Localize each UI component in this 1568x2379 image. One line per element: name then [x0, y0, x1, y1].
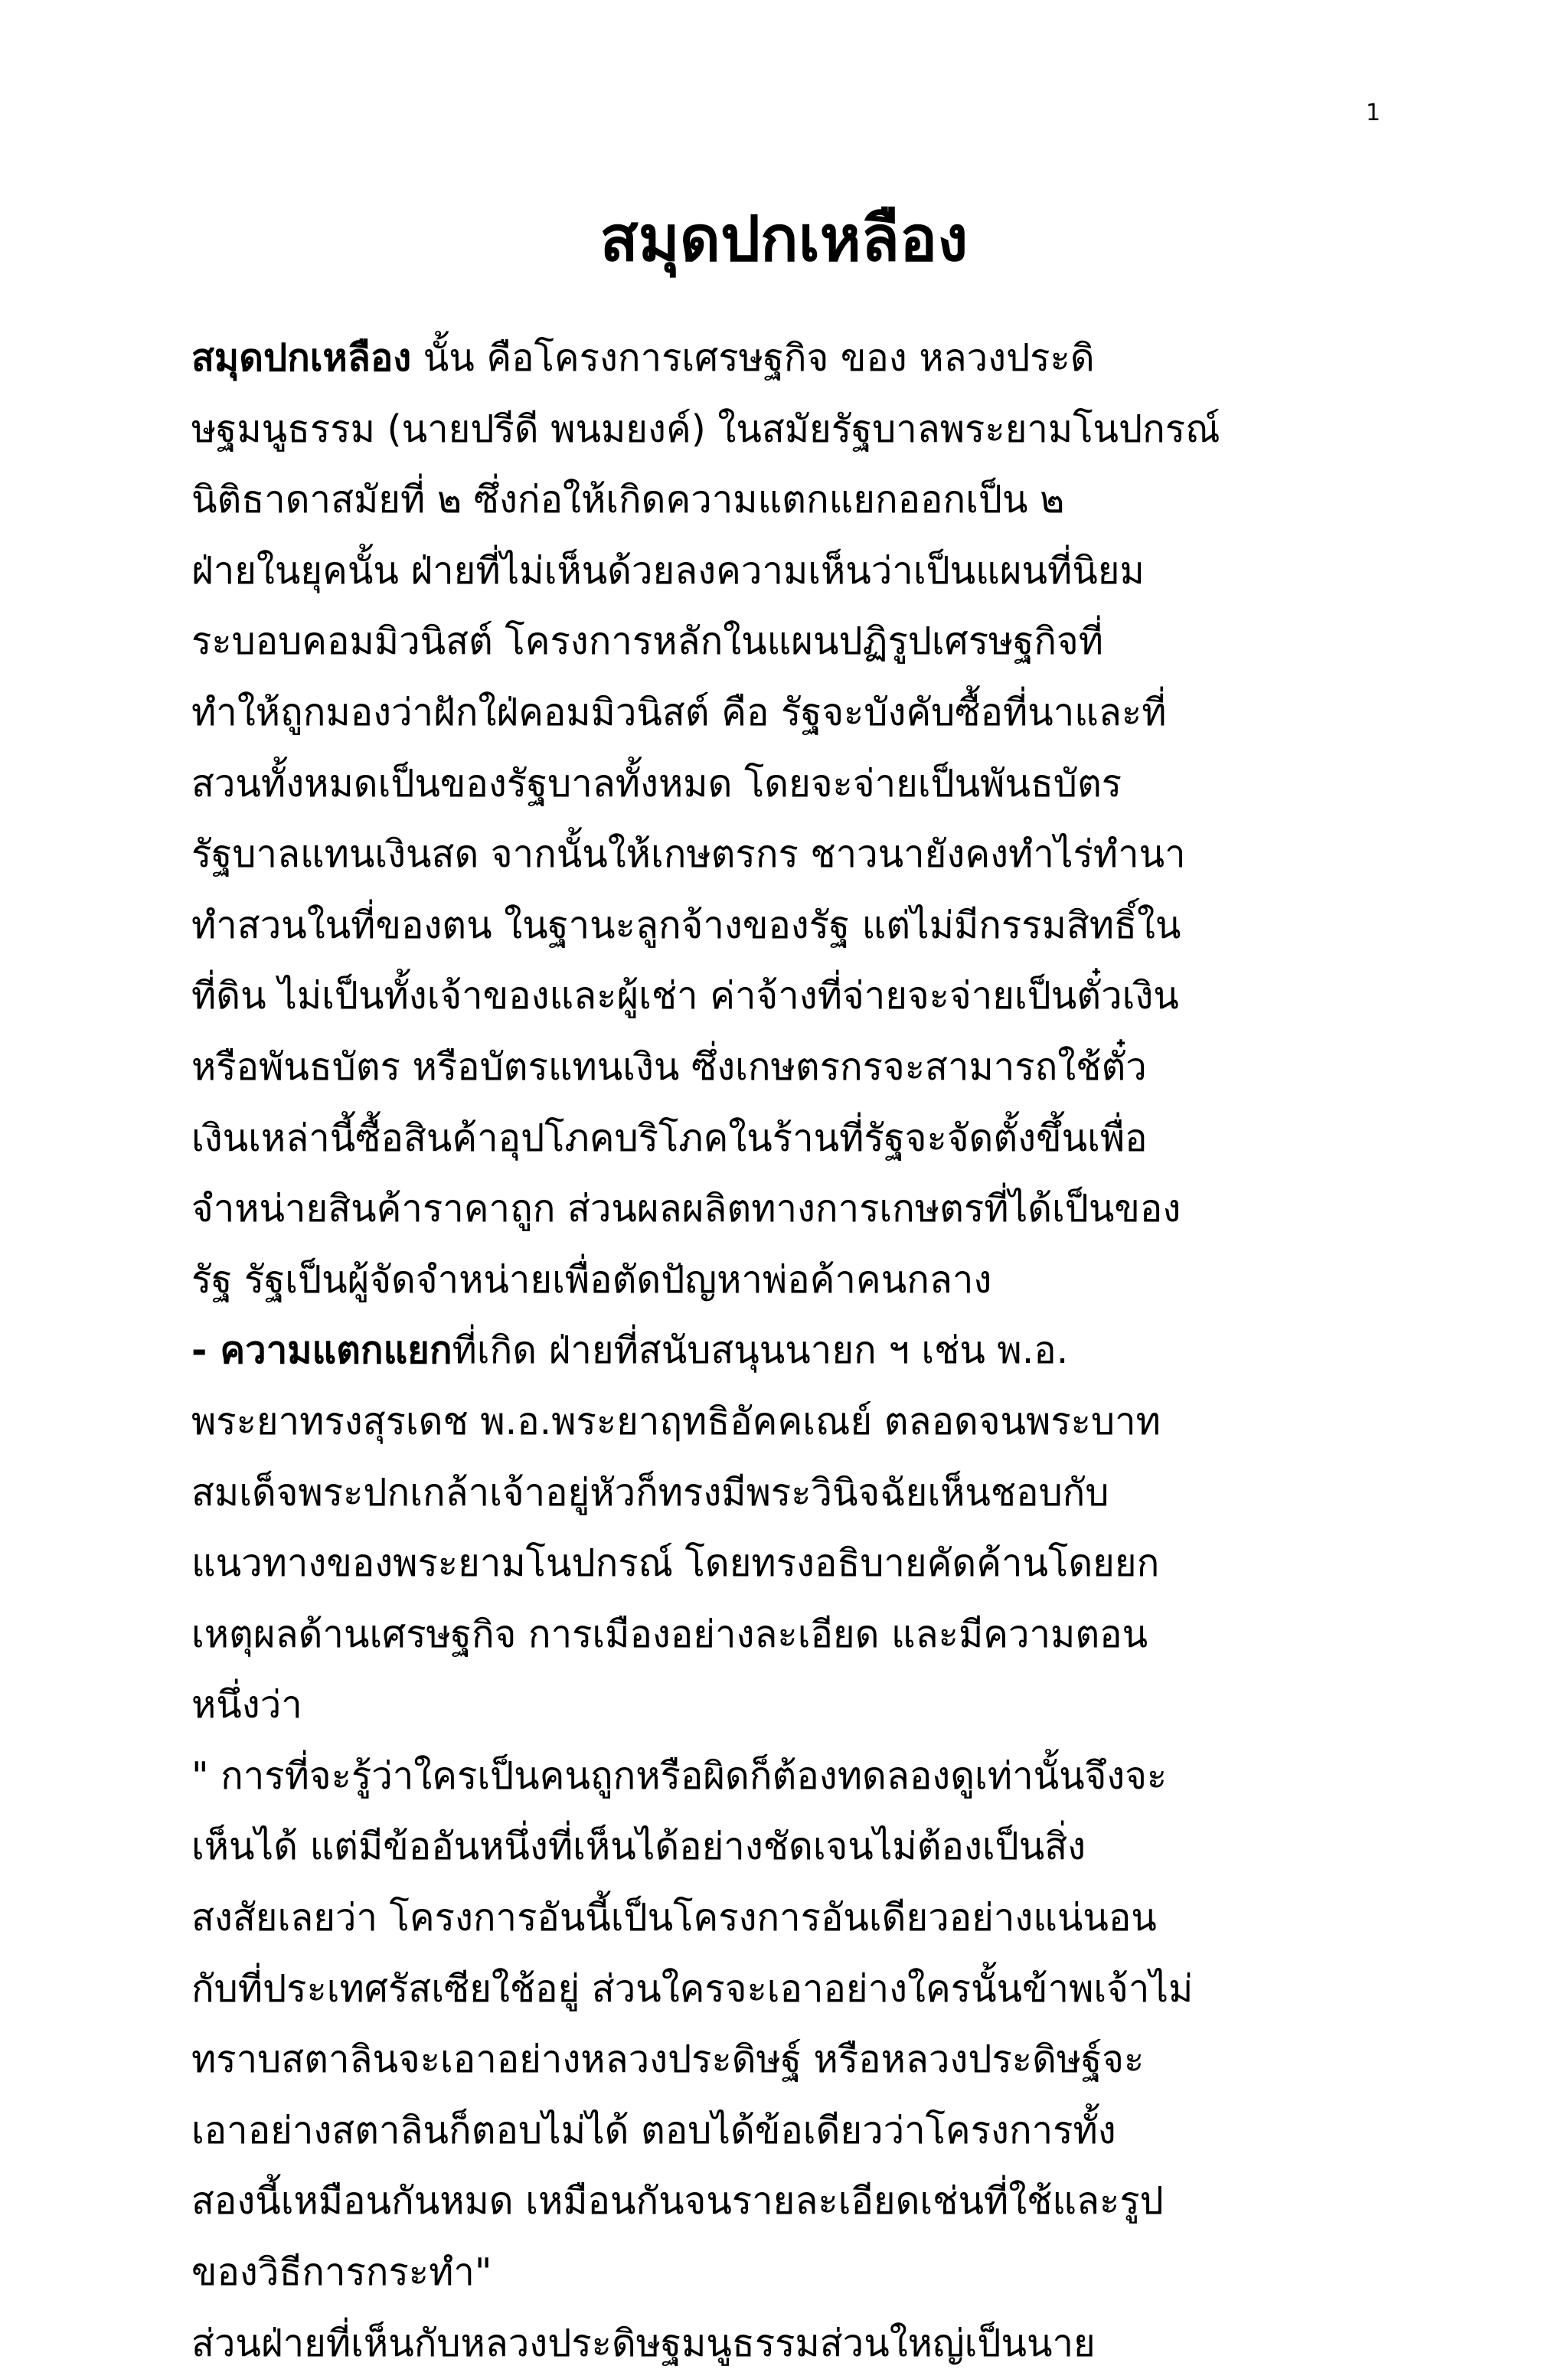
- body-line: ทำให้ถูกมองว่าฝักใฝ่คอมมิวนิสต์ คือ รัฐจะบังคับซื้อที่นาและที่: [191, 690, 1167, 734]
- document-body: [191, 323, 1386, 2379]
- body-text-segment: นั้น คือโครงการเศรษฐกิจ ของ หลวงประดิ: [411, 336, 1095, 380]
- body-line: จำหน่ายสินค้าราคาถูก ส่วนผลผลิตทางการเกษตรที่ได้เป็นของ: [191, 1187, 1181, 1231]
- body-line: เงินเหล่านี้ซื้อสินค้าอุปโภคบริโภคในร้านที่รัฐจะจัดตั้งขึ้นเพื่อ: [191, 1116, 1148, 1160]
- body-line: [191, 323, 1386, 394]
- body-line: ษฐมนูธรรม (นายปรีดี พนมยงค์) ในสมัยรัฐบาลพระยามโนปกรณ์: [191, 407, 1220, 451]
- body-line: หรือพันธบัตร หรือบัตรแทนเงิน ซึ่งเกษตรกรจะสามารถใช้ตั๋ว: [191, 1044, 1147, 1089]
- document-title: สมุดปกเหลือง: [599, 203, 969, 276]
- body-line: ทำสวนในที่ของตน ในฐานะลูกจ้างของรัฐ แต่ไม่มีกรรมสิทธิ์ใน: [191, 903, 1181, 947]
- quote-line: กับที่ประเทศรัสเซียใช้อยู่ ส่วนใครจะเอาอย่างใครนั้นข้าพเจ้าไม่: [191, 1966, 1194, 2011]
- quote-line: สองนี้เหมือนกันหมด เหมือนกันจนรายละเอียดเช่นที่ใช้และรูป: [191, 2179, 1164, 2224]
- body-line: หนึ่งว่า: [191, 1683, 302, 1727]
- body-line: ส่วนฝ่ายที่เห็นกับหลวงประดิษฐมนูธรรมส่วนใหญ่เป็นนาย: [191, 2321, 1096, 2365]
- body-line: พระยาทรงสุรเดช พ.อ.พระยาฤทธิอัคคเณย์ ตลอดจนพระบาท: [191, 1399, 1161, 1443]
- body-line: เหตุผลด้านเศรษฐกิจ การเมืองอย่างละเอียด และมีความตอน: [191, 1612, 1148, 1656]
- body-text-segment: ที่เกิด ฝ่ายที่สนับสนุนนายก ฯ เช่น พ.อ.: [452, 1328, 1069, 1373]
- quote-line: เอาอย่างสตาลินก็ตอบไม่ได้ ตอบได้ข้อเดียวว่าโครงการทั้ง: [191, 2108, 1116, 2152]
- body-line: ระบอบคอมมิวนิสต์ โครงการหลักในแผนปฏิรูปเศรษฐกิจที่: [191, 619, 1104, 664]
- body-line: รัฐ รัฐเป็นผู้จัดจำหน่ายเพื่อตัดปัญหาพ่อค้าคนกลาง: [191, 1257, 992, 1302]
- body-line: รัฐบาลแทนเงินสด จากนั้นให้เกษตรกร ชาวนายังคงทำไร่ทำนา: [191, 832, 1186, 877]
- quote-line: ของวิธีการกระทำ": [191, 2250, 492, 2295]
- page-number: 1: [1366, 100, 1381, 126]
- body-line: สมเด็จพระปกเกล้าเจ้าอยู่หัวก็ทรงมีพระวินิจฉัยเห็นชอบกับ: [191, 1470, 1109, 1515]
- quote-line: " การที่จะรู้ว่าใครเป็นคนถูกหรือผิดก็ต้องทดลองดูเท่านั้นจึงจะ: [191, 1753, 1168, 1798]
- quote-line: ทราบสตาลินจะเอาอย่างหลวงประดิษฐ์ หรือหลวงประดิษฐ์จะ: [191, 2038, 1145, 2082]
- body-line: นิติธาดาสมัยที่ ๒ ซึ่งก่อให้เกิดความแตกแยกออกเป็น ๒: [191, 478, 1065, 522]
- bold-term: สมุดปกเหลือง: [191, 336, 412, 380]
- quote-line: สงสัยเลยว่า โครงการอันนี้เป็นโครงการอันเดียวอย่างแน่นอน: [191, 1896, 1157, 1940]
- body-line: [191, 1315, 1386, 1387]
- bold-term: - ความแตกแยก: [191, 1328, 452, 1373]
- body-line: ที่ดิน ไม่เป็นทั้งเจ้าของและผู้เช่า ค่าจ้างที่จ่ายจะจ่ายเป็นตั๋วเงิน: [191, 974, 1179, 1018]
- body-line: ฝ่ายในยุคนั้น ฝ่ายที่ไม่เห็นด้วยลงความเห็นว่าเป็นแผนที่นิยม: [191, 548, 1145, 593]
- body-line: แนวทางของพระยามโนปกรณ์ โดยทรงอธิบายคัดค้านโดยยก: [191, 1541, 1160, 1586]
- quote-line: เห็นได้ แต่มีข้ออันหนึ่งที่เห็นได้อย่างชัดเจนไม่ต้องเป็นสิ่ง: [191, 1825, 1086, 1869]
- body-line: สวนทั้งหมดเป็นของรัฐบาลทั้งหมด โดยจะจ่ายเป็นพันธบัตร: [191, 761, 1122, 806]
